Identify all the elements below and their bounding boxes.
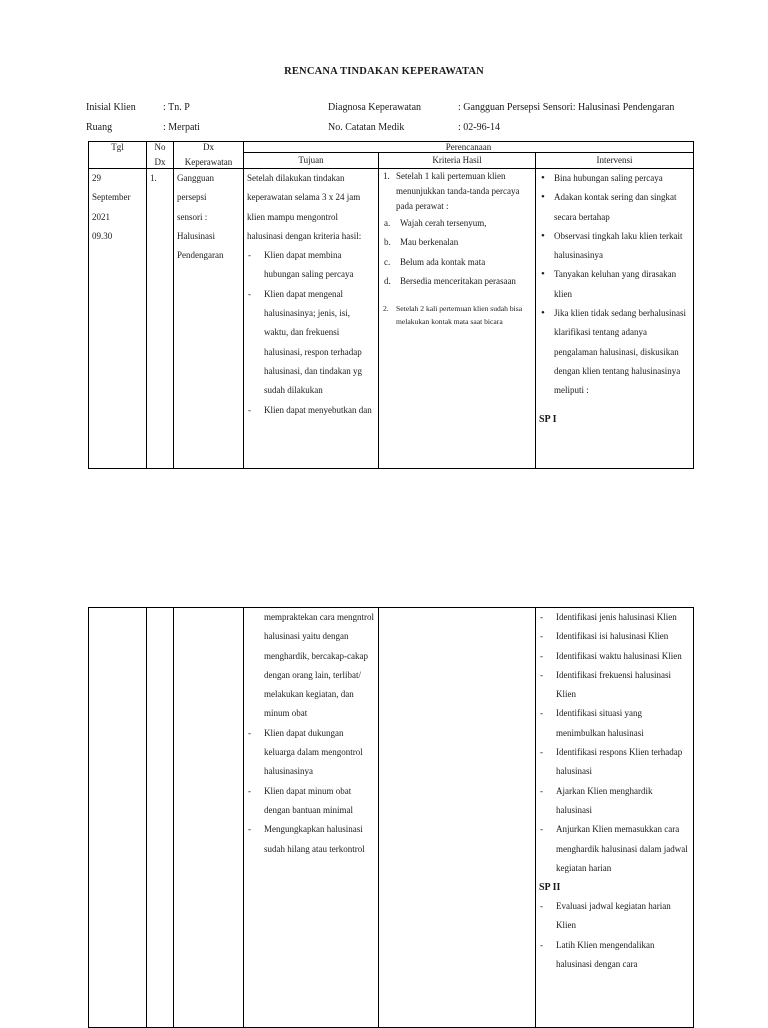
list-text: Belum ada kontak mata — [400, 256, 486, 267]
dx-line: Halusinasi — [177, 230, 215, 241]
tujuan-list-continued — [247, 724, 375, 859]
kriteria-item — [382, 272, 532, 291]
tgl-lines — [92, 169, 143, 246]
catatan-medik-value: : 02-96-14 — [458, 122, 500, 133]
sp2-heading: SP II — [539, 882, 561, 894]
intervensi-item: • Bina hubungan saling percaya — [539, 169, 690, 188]
sp1-heading: SP I — [539, 413, 557, 425]
header-tgl: Tgl — [89, 142, 147, 169]
tujuan-item: - Mengungkapkan halusinasi sudah hilang atau terkontrol — [247, 820, 375, 859]
intervensi-list — [539, 169, 690, 401]
tujuan-cell-cont — [244, 608, 379, 1028]
header-kriteria-hasil: Kriteria Hasil — [379, 153, 536, 169]
catatan-medik-label: No. Catatan Medik — [328, 122, 405, 133]
no-dx-cell — [147, 169, 174, 469]
ruang-label: Ruang — [86, 122, 113, 133]
kriteria-2: 2. Setelah 2 kali pertemuan klien sudah bisa melakukan kontak mata saat bicara — [383, 304, 523, 326]
dx-line: sensori : — [177, 211, 208, 222]
list-marker: d. — [384, 275, 391, 286]
kriteria-cell-cont — [379, 608, 536, 1028]
tgl-cell-cont — [89, 608, 147, 1028]
tgl-cell — [89, 169, 147, 469]
header-perencanaan: Perencanaan — [244, 142, 694, 153]
intervensi-item: - Identifikasi waktu halusinasi Klien — [539, 647, 690, 666]
intervensi-item: • Observasi tingkah laku klien terkait halusinasinya — [539, 227, 690, 266]
tujuan-item: - Klien dapat mengenal halusinasinya; jenis, isi, waktu, dan frekuensi halusinasi, respon terhadap halusinasi, dan tindakan yg sudah dilakukan — [247, 285, 375, 401]
kriteria-item — [382, 233, 532, 252]
intervensi-list-continued — [539, 608, 690, 878]
header-intervensi: Intervensi — [536, 153, 694, 169]
tujuan-continued: mempraktekan cara mengntrol halusinasi yaitu dengan menghardik, bercakap-cakap dengan orang lain, terlibat/ melakukan kegiatan, dan minum obat — [264, 612, 374, 719]
list-marker: a. — [384, 218, 391, 228]
no-dx-cell-cont — [147, 608, 174, 1028]
sp2-item: - Evaluasi jadwal kegiatan harian Klien — [539, 897, 690, 936]
no-dx-value: 1. — [150, 173, 157, 183]
dx-cell — [174, 169, 244, 469]
list-marker: c. — [384, 256, 391, 267]
inisial-klien-value: : Tn. P — [163, 102, 190, 113]
tujuan-cell — [244, 169, 379, 469]
intervensi-cell-cont — [536, 608, 694, 1028]
intervensi-item: • Jika klien tidak sedang berhalusinasi klarifikasi tentang adanya pengalaman halusinasi, diskusikan dengan klien tentang halusinasinya meliputi : — [539, 304, 690, 400]
kriteria-1-items — [382, 214, 532, 291]
header-dx-keperawatan: Dx Keperawatan — [174, 142, 244, 169]
kriteria-cell — [379, 169, 536, 469]
tgl-line: 29 — [92, 173, 101, 183]
sp2-list — [539, 897, 690, 974]
tujuan-item: - Klien dapat menyebutkan dan — [247, 401, 375, 420]
header-no-dx: No Dx — [147, 142, 174, 169]
list-text: Wajah cerah tersenyum, — [400, 218, 487, 228]
intervensi-item: - Identifikasi situasi yang menimbulkan halusinasi — [539, 704, 690, 743]
intervensi-item: - Identifikasi respons Klien terhadap halusinasi — [539, 743, 690, 782]
tujuan-item: - Klien dapat dukungan keluarga dalam mengontrol halusinasinya — [247, 724, 375, 782]
diagnosa-label: Diagnosa Keperawatan — [328, 102, 422, 113]
inisial-klien-label: Inisial Klien — [86, 102, 136, 113]
diagnosa-value: : Gangguan Persepsi Sensori: Halusinasi Pendengaran — [458, 102, 675, 113]
intervensi-item: • Tanyakan keluhan yang dirasakan klien — [539, 265, 690, 304]
care-plan-table-page-2 — [88, 607, 694, 1028]
tujuan-intro: Setelah dilakukan tindakan keperawatan selama 3 x 24 jam klien mampu mengontrol halusinasi dengan kriteria hasil: — [247, 173, 362, 241]
ruang-value: : Merpati — [163, 122, 200, 133]
intervensi-item: - Identifikasi jenis halusinasi Klien — [539, 608, 690, 627]
tgl-line: 2021 — [92, 211, 110, 222]
kriteria-item — [382, 253, 532, 272]
dx-line: Pendengaran — [177, 250, 224, 261]
intervensi-item: • Adakan kontak sering dan singkat secara bertahap — [539, 188, 690, 227]
dx-line: persepsi — [177, 192, 207, 203]
tujuan-item: - Klien dapat minum obat dengan bantuan minimal — [247, 782, 375, 821]
intervensi-item: - Ajarkan Klien menghardik halusinasi — [539, 782, 690, 821]
intervensi-item: - Identifikasi isi halusinasi Klien — [539, 627, 690, 646]
intervensi-item: - Anjurkan Klien memasukkan cara menghardik halusinasi dalam jadwal kegiatan harian — [539, 820, 690, 878]
dx-lines — [177, 169, 240, 265]
tujuan-item: - Klien dapat membina hubungan saling percaya — [247, 246, 375, 285]
dx-cell-cont — [174, 608, 244, 1028]
document-title: RENCANA TINDAKAN KEPERAWATAN — [284, 66, 484, 77]
intervensi-cell — [536, 169, 694, 469]
list-text: Mau berkenalan — [400, 237, 459, 248]
kriteria-item — [382, 214, 532, 233]
sp2-item: - Latih Klien mengendalikan halusinasi dengan cara — [539, 936, 690, 975]
header-tujuan: Tujuan — [244, 153, 379, 169]
care-plan-table-page-1 — [88, 141, 694, 469]
tujuan-list — [247, 246, 375, 420]
intervensi-item: - Identifikasi frekuensi halusinasi Klien — [539, 666, 690, 705]
dx-line: Gangguan — [177, 173, 214, 183]
list-marker: b. — [384, 237, 391, 248]
tgl-line: 09.30 — [92, 230, 113, 241]
list-text: Bersedia menceritakan perasaan — [400, 275, 516, 286]
tgl-line: September — [92, 192, 131, 203]
kriteria-1: 1. Setelah 1 kali pertemuan klien menunjukkan tanda-tanda percaya pada perawat : — [383, 171, 520, 211]
